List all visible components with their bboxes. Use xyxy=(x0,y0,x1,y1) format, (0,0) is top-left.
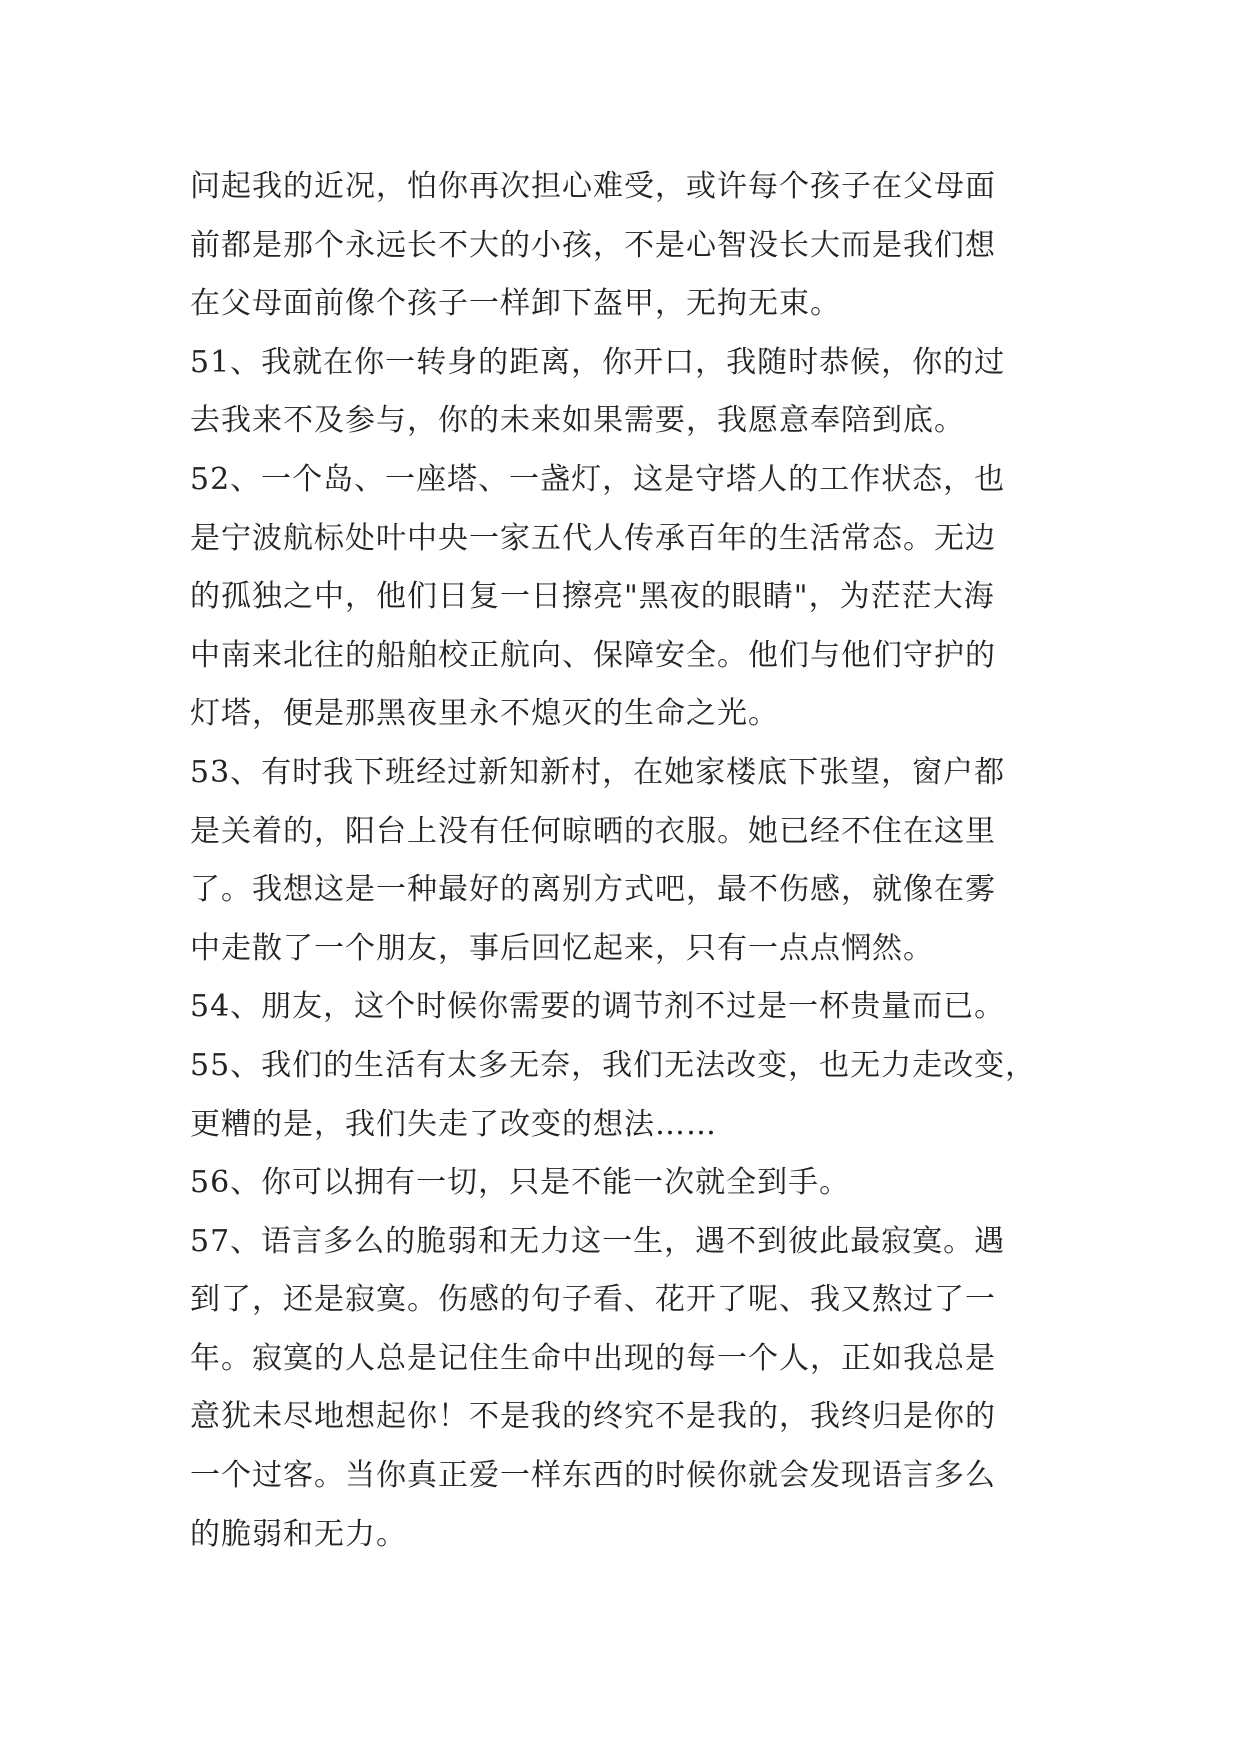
text-line: 一个过客。当你真正爱一样东西的时候你就会发现语言多么 xyxy=(190,1458,996,1494)
text-line: 了。我想这是一种最好的离别方式吧，最不伤感，就像在雾 xyxy=(190,872,996,908)
text-line: 在父母面前像个孩子一样卸下盔甲，无拘无束。 xyxy=(190,286,841,322)
text-line: 是宁波航标处叶中央一家五代人传承百年的生活常态。无边 xyxy=(190,520,996,556)
text-line: 意犹未尽地想起你！不是我的终究不是我的，我终归是你的 xyxy=(190,1399,996,1435)
text-line: 53、有时我下班经过新知新村，在她家楼底下张望，窗户都 xyxy=(190,754,1006,790)
text-line: 的孤独之中，他们日复一日擦亮"黑夜的眼睛"，为茫茫大海 xyxy=(190,579,995,615)
text-line: 去我来不及参与，你的未来如果需要，我愿意奉陪到底。 xyxy=(190,403,965,439)
text-line: 年。寂寞的人总是记住生命中出现的每一个人，正如我总是 xyxy=(190,1340,996,1376)
text-line: 54、朋友，这个时候你需要的调节剂不过是一杯贵量而已。 xyxy=(190,989,1006,1025)
text-line: 51、我就在你一转身的距离，你开口，我随时恭候，你的过 xyxy=(190,344,1006,380)
body-text xyxy=(190,158,1090,1564)
text-line: 55、我们的生活有太多无奈，我们无法改变，也无力走改变， xyxy=(190,1047,1037,1083)
text-line: 更糟的是，我们失走了改变的想法…… xyxy=(190,1106,717,1142)
text-line: 到了，还是寂寞。伤感的句子看、花开了呢、我又熬过了一 xyxy=(190,1282,996,1318)
text-line: 问起我的近况，怕你再次担心难受，或许每个孩子在父母面 xyxy=(190,169,996,204)
text-line: 中走散了一个朋友，事后回忆起来，只有一点点惘然。 xyxy=(190,930,934,966)
text-line: 中南来北往的船舶校正航向、保障安全。他们与他们守护的 xyxy=(190,637,996,673)
text-line: 的脆弱和无力。 xyxy=(190,1516,407,1552)
text-line: 57、语言多么的脆弱和无力这一生，遇不到彼此最寂寞。遇 xyxy=(190,1223,1006,1259)
text-line: 灯塔，便是那黑夜里永不熄灭的生命之光。 xyxy=(190,696,779,732)
text-line: 前都是那个永远长不大的小孩，不是心智没长大而是我们想 xyxy=(190,227,996,263)
text-line: 56、你可以拥有一切，只是不能一次就全到手。 xyxy=(190,1165,851,1201)
text-line: 是关着的，阳台上没有任何晾晒的衣服。她已经不住在这里 xyxy=(190,813,996,849)
text-line: 52、一个岛、一座塔、一盏灯，这是守塔人的工作状态，也 xyxy=(190,461,1006,497)
